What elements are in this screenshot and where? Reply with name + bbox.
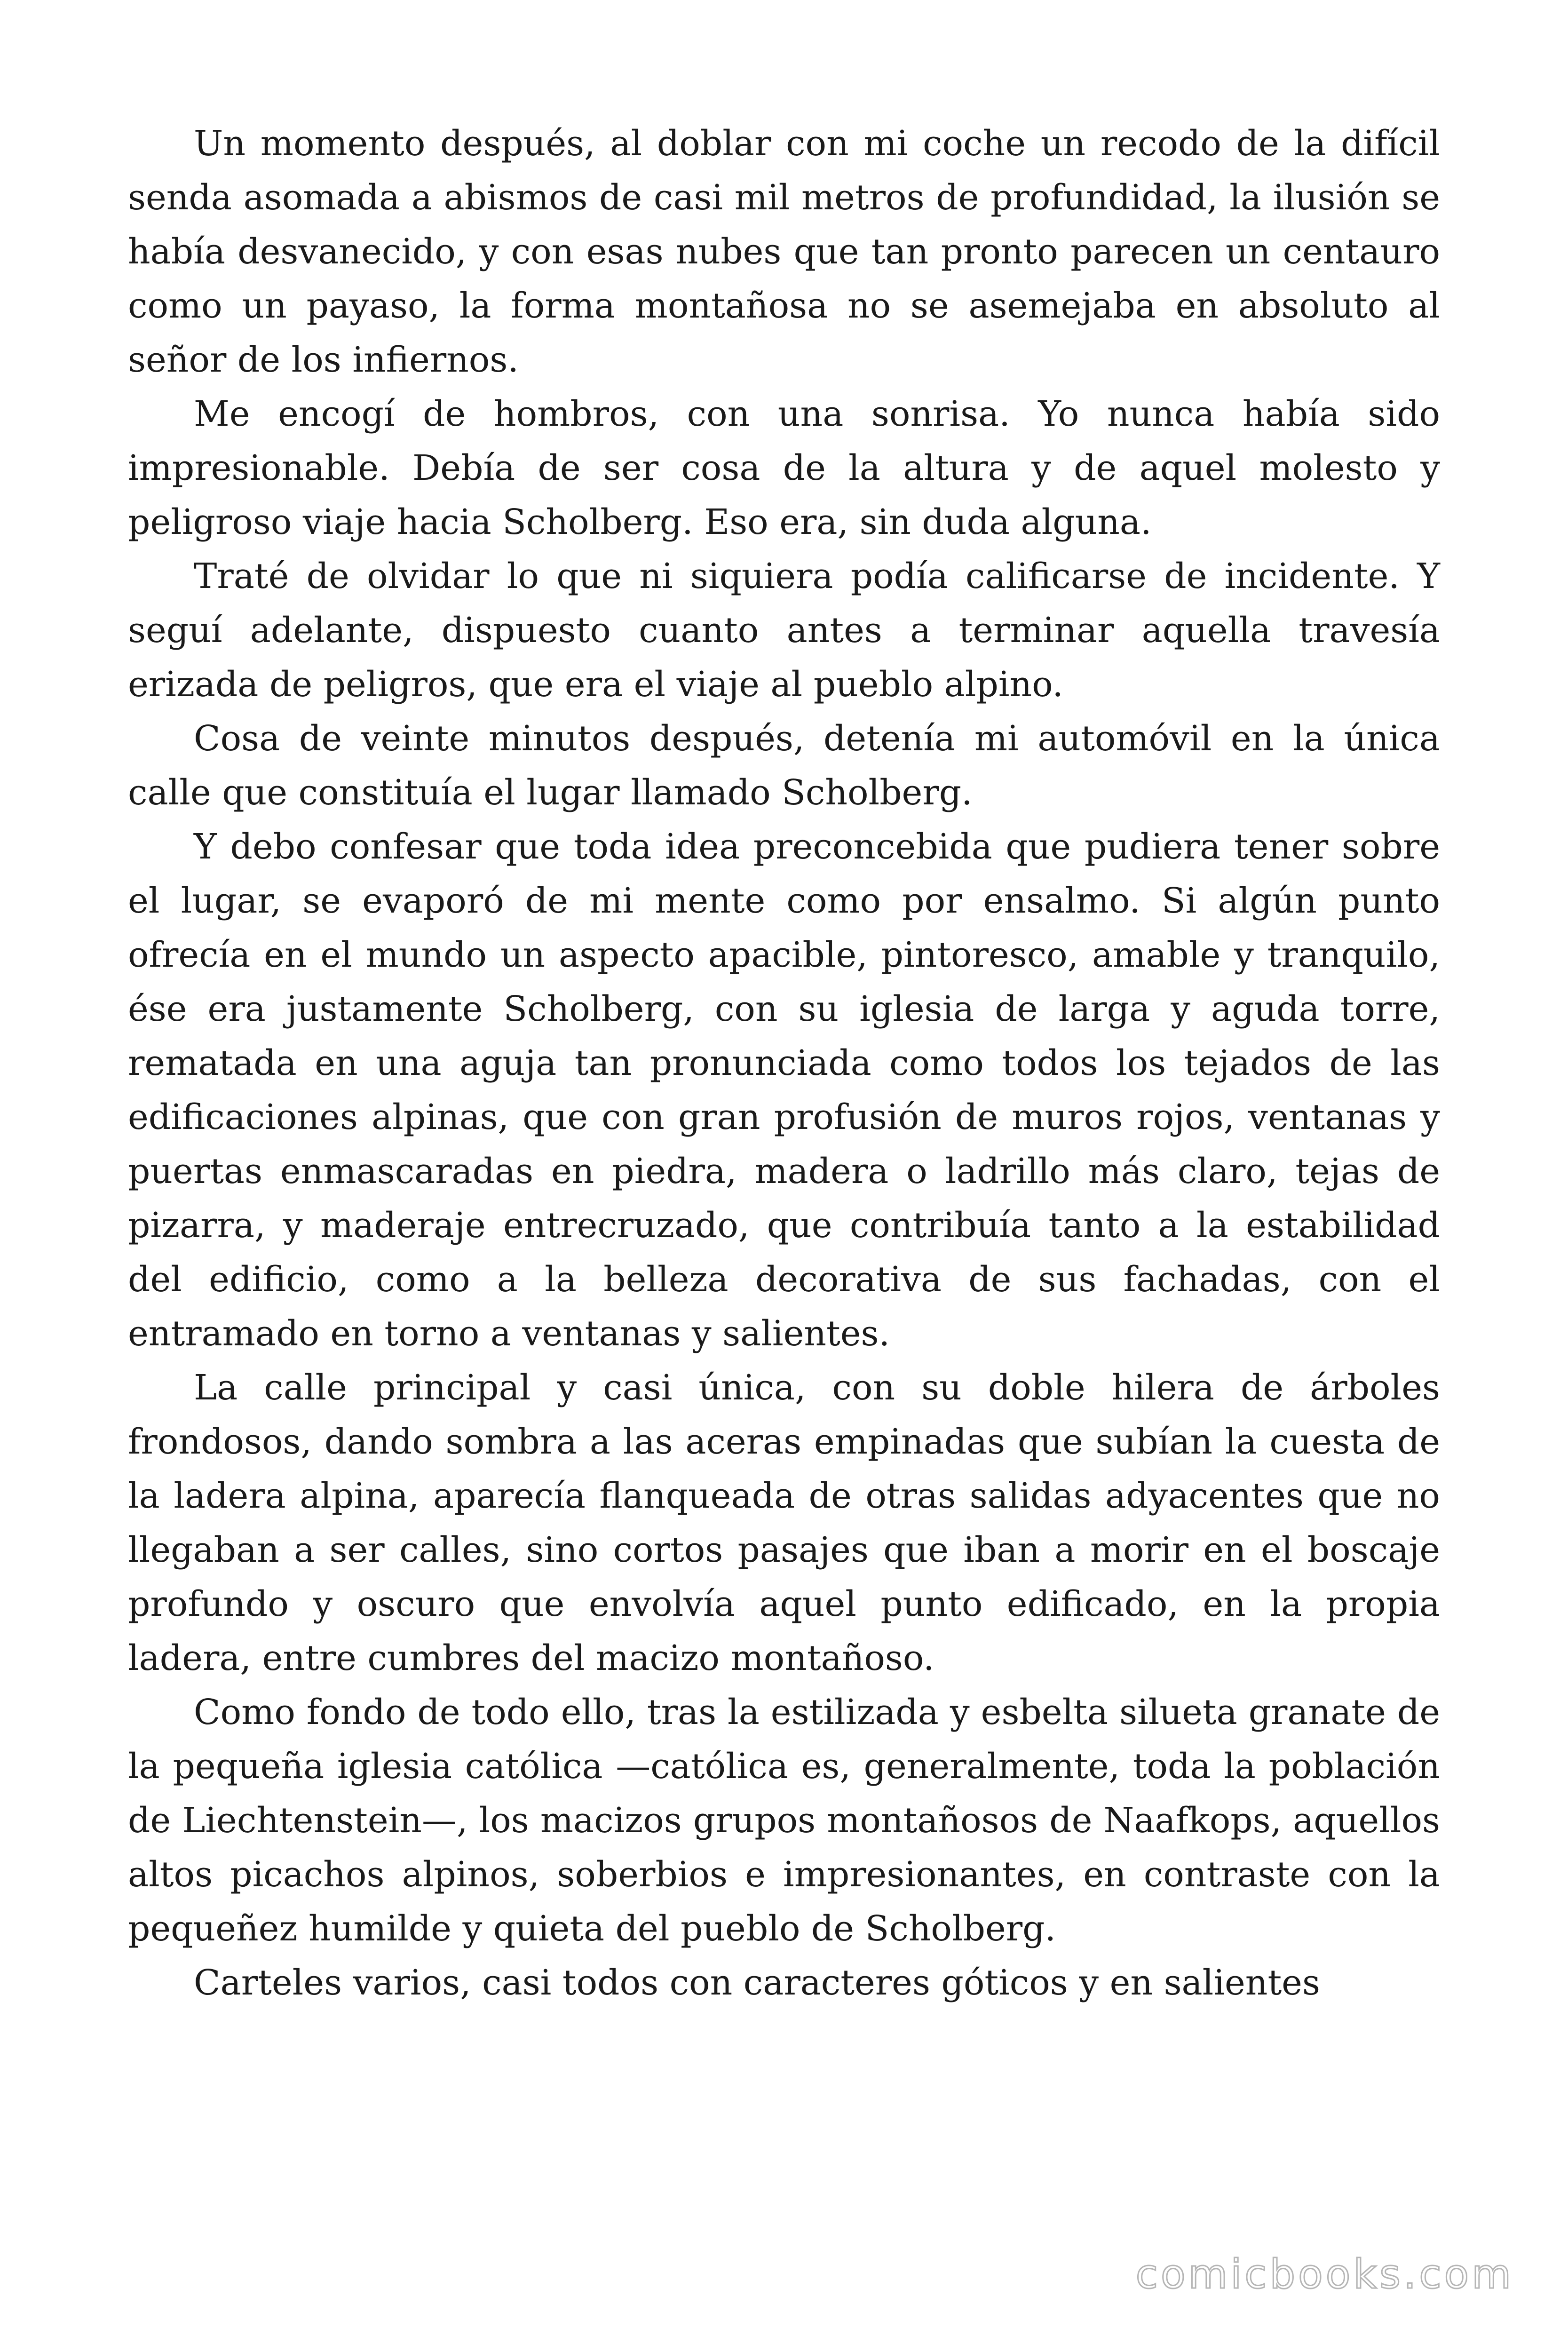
paragraph-2: Me encogí de hombros, con una sonrisa. Yo nunca había sido impresionable. Debía de ser cosa de la altura y de aquel molesto y peligroso viaje hacia Scholberg. Eso era, sin duda alguna. xyxy=(128,394,1440,542)
paragraph-4: Cosa de veinte minutos después, detenía mi automóvil en la única calle que constituía el lugar llamado Scholberg. xyxy=(128,718,1440,813)
body-text xyxy=(128,117,1440,2010)
paragraph-1: Un momento después, al doblar con mi coche un recodo de la difícil senda asomada a abismos de casi mil metros de profundidad, la ilusión se había desvanecido, y con esas nubes que tan pronto parecen un centauro como un payaso, la forma montañosa no se asemejaba en absoluto al señor de los infiernos. xyxy=(128,123,1440,380)
paragraph-7: Como fondo de todo ello, tras la estilizada y esbelta silueta granate de la pequeña iglesia católica —católica es, generalmente, toda la población de Liechtenstein—, los macizos grupos montañosos de Naafkops, aquellos altos picachos alpinos, soberbios e impresionantes, en contraste con la pequeñez humilde y quieta del pueblo de Scholberg. xyxy=(128,1692,1440,1949)
paragraph-6: La calle principal y casi única, con su doble hilera de árboles frondosos, dando sombra a las aceras empinadas que subían la cuesta de la ladera alpina, aparecía flanqueada de otras salidas adyacentes que no llegaban a ser calles, sino cortos pasajes que iban a morir en el boscaje profundo y oscuro que envolvía aquel punto edificado, en la propia ladera, entre cumbres del macizo montañoso. xyxy=(128,1367,1440,1678)
paragraph-3: Traté de olvidar lo que ni siquiera podía calificarse de incidente. Y seguí adelante, dispuesto cuanto antes a terminar aquella travesía erizada de peligros, que era el viaje al pueblo alpino. xyxy=(128,556,1440,705)
watermark: comicbooks.com xyxy=(1135,2251,1514,2298)
paragraph-8: Carteles varios, casi todos con caracteres góticos y en salientes xyxy=(194,1963,1320,2003)
paragraph-5: Y debo confesar que toda idea preconcebida que pudiera tener sobre el lugar, se evaporó de mi mente como por ensalmo. Si algún punto ofrecía en el mundo un aspecto apacible, pintoresco, amable y tranquilo, ése era justamente Scholberg, con su iglesia de larga y aguda torre, rematada en una aguja tan pronunciada como todos los tejados de las edificaciones alpinas, que con gran profusión de muros rojos, ventanas y puertas enmascaradas en piedra, madera o ladrillo más claro, tejas de pizarra, y maderaje entrecruzado, que contribuía tanto a la estabilidad del edificio, como a la belleza decorativa de sus fachadas, con el entramado en torno a ventanas y salientes. xyxy=(128,826,1440,1354)
